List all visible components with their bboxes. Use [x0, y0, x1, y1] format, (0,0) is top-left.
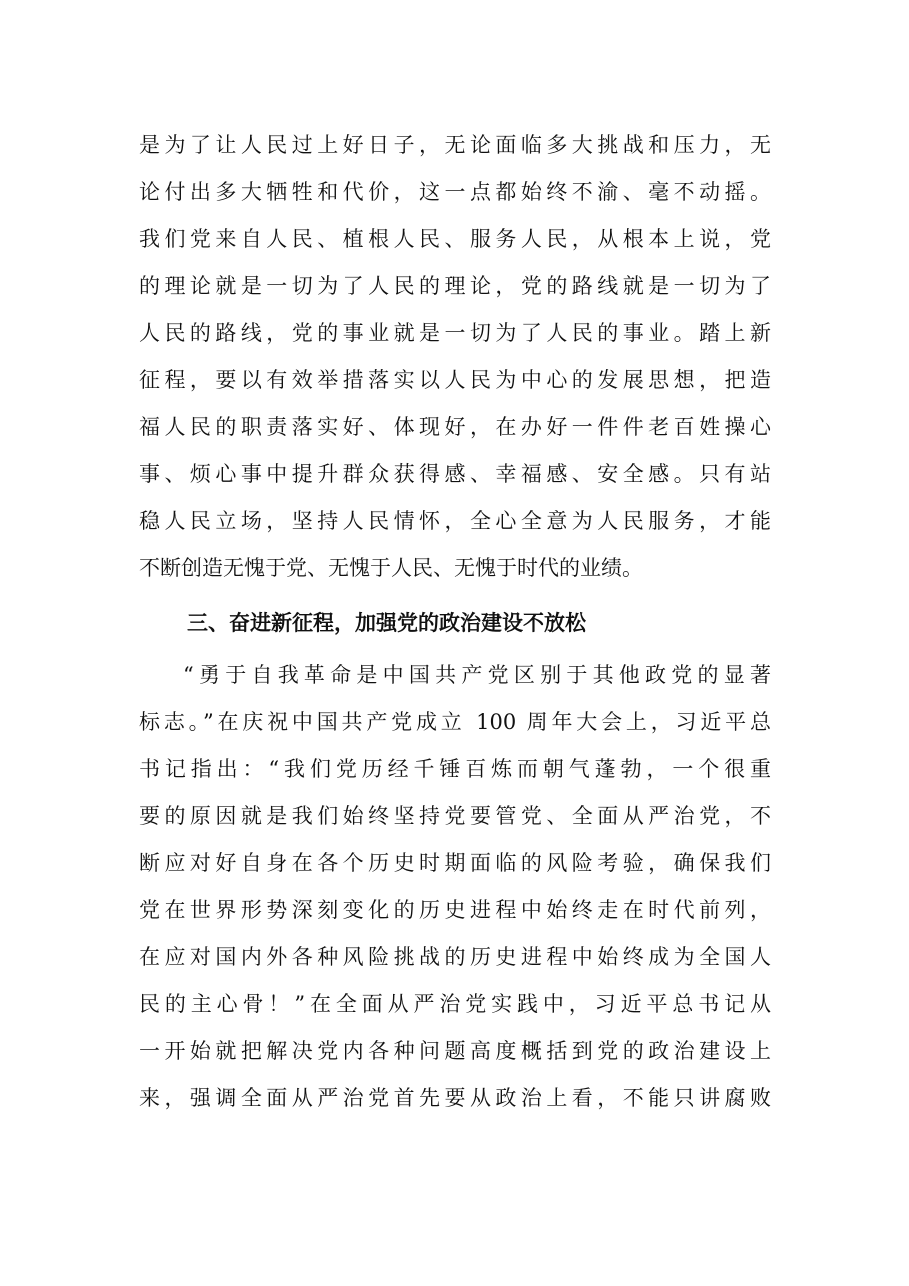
text-line: 人民的路线，党的事业就是一切为了人民的事业。踏上新: [139, 321, 771, 345]
text-line: 来，强调全面从严治党首先要从政治上看，不能只讲腐败: [139, 1086, 771, 1110]
text-line: 在应对国内外各种风险挑战的历史进程中始终成为全国人: [139, 945, 771, 969]
text-line: 党在世界形势深刻变化的历史进程中始终走在时代前列，: [139, 898, 771, 922]
section-heading: 三、奋进新征程，加强党的政治建设不放松: [187, 611, 586, 635]
text-line: 要的原因就是我们始终坚持党要管党、全面从严治党，不: [139, 804, 771, 828]
paragraph: [139, 122, 771, 592]
text-line: 一开始就把解决党内各种问题高度概括到党的政治建设上: [139, 1039, 771, 1063]
text-line: 的理论就是一切为了人民的理论，党的路线就是一切为了: [139, 274, 771, 298]
text-line: 福人民的职责落实好、体现好，在办好一件件老百姓操心: [139, 415, 771, 439]
text-line: 标志。”在庆祝中国共产党成立 100 周年大会上，习近平总: [139, 710, 771, 734]
text-line: 断应对好自身在各个历史时期面临的风险考验，确保我们: [139, 851, 771, 875]
text-line: 不断创造无愧于党、无愧于人民、无愧于时代的业绩。: [139, 556, 643, 580]
text-line: 书记指出：“我们党历经千锤百炼而朝气蓬勃，一个很重: [139, 757, 771, 781]
text-line: 事、烦心事中提升群众获得感、幸福感、安全感。只有站: [139, 462, 771, 486]
text-line: 论付出多大牺牲和代价，这一点都始终不渝、毫不动摇。: [139, 180, 771, 204]
document-body: [139, 122, 771, 1122]
text-line: 我们党来自人民、植根人民、服务人民，从根本上说，党: [139, 227, 771, 251]
text-line: 是为了让人民过上好日子，无论面临多大挑战和压力，无: [139, 133, 771, 157]
text-line: 稳人民立场，坚持人民情怀，全心全意为人民服务，才能: [139, 509, 771, 533]
text-line: “勇于自我革命是中国共产党区别于其他政党的显著: [183, 663, 771, 687]
text-line: 民的主心骨！”在全面从严治党实践中，习近平总书记从: [139, 992, 771, 1016]
paragraph: [139, 652, 771, 1122]
text-line: 征程，要以有效举措落实以人民为中心的发展思想，把造: [139, 368, 771, 392]
